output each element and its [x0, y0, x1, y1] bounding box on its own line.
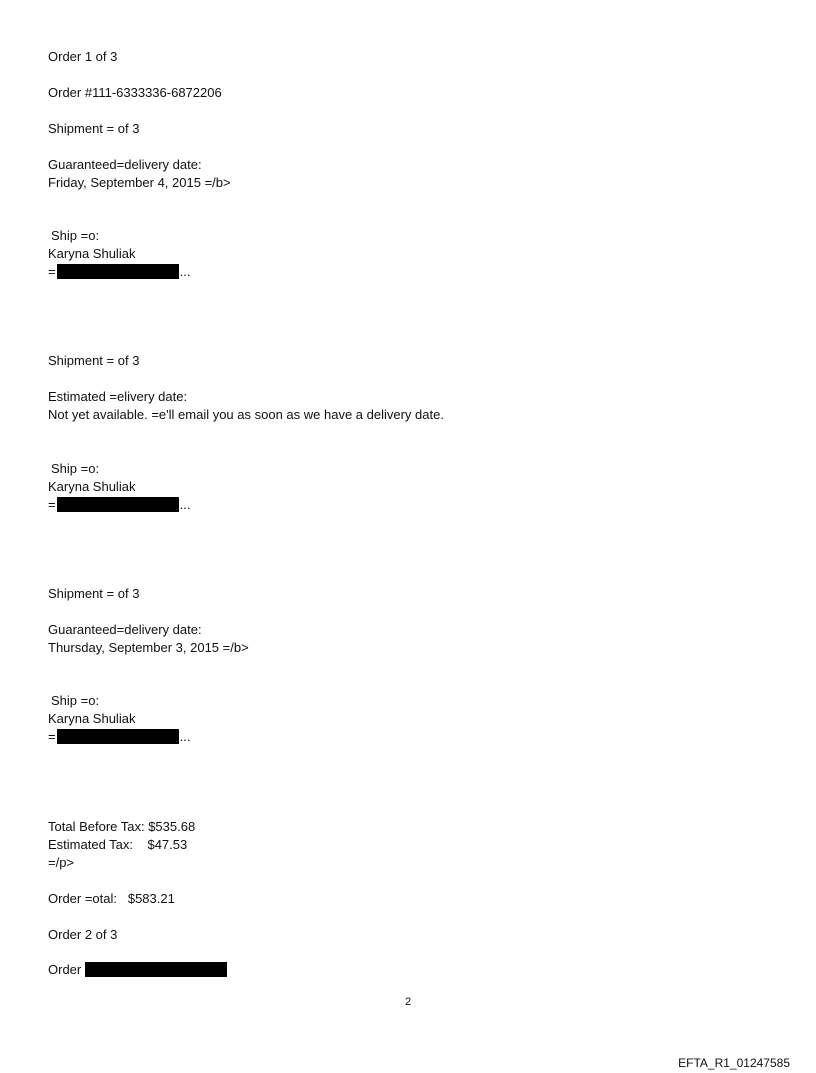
order-number [48, 961, 227, 979]
estimated-tax: Estimated Tax: $47.53 [48, 837, 188, 852]
redaction-bar [85, 962, 227, 977]
ship-address [48, 728, 190, 746]
bates-id: EFTA_R1_01247585 [678, 1056, 790, 1070]
ship-to-label: Ship =o: [51, 461, 100, 476]
redaction-bar [57, 729, 179, 744]
ship-address [48, 263, 190, 281]
redaction-bar [57, 264, 179, 279]
page-number: 2 [404, 996, 412, 1008]
total-before-tax: Total Before Tax: $535.68 [48, 819, 196, 834]
address-prefix: = [48, 729, 56, 744]
order-number-label: Order [48, 962, 82, 977]
address-suffix: ... [179, 729, 191, 744]
recipient-name: Karyna Shuliak [48, 479, 136, 494]
order-number: Order #111-6333336-6872206 [48, 85, 222, 100]
shipment-heading: Shipment = of 3 [48, 121, 140, 136]
recipient-name: Karyna Shuliak [48, 246, 136, 261]
delivery-date-label: Guaranteed=delivery date: [48, 622, 202, 637]
delivery-date-value: Not yet available. =e'll email you as soon as we have a delivery date. [48, 407, 444, 422]
shipment-heading: Shipment = of 3 [48, 586, 140, 601]
order-heading: Order 1 of 3 [48, 49, 118, 64]
order-total: Order =otal: $583.21 [48, 891, 175, 906]
ship-to-label: Ship =o: [51, 693, 100, 708]
delivery-date-value: Thursday, September 3, 2015 =/b> [48, 640, 249, 655]
delivery-date-value: Friday, September 4, 2015 =/b> [48, 175, 231, 190]
closing-tag-text: =/p> [48, 855, 75, 870]
delivery-date-label: Guaranteed=delivery date: [48, 157, 202, 172]
order-heading: Order 2 of 3 [48, 927, 118, 942]
ship-address [48, 496, 190, 514]
ship-to-label: Ship =o: [51, 228, 100, 243]
redaction-bar [57, 497, 179, 512]
address-suffix: ... [179, 497, 191, 512]
recipient-name: Karyna Shuliak [48, 711, 136, 726]
address-prefix: = [48, 497, 56, 512]
address-suffix: ... [179, 264, 191, 279]
shipment-heading: Shipment = of 3 [48, 353, 140, 368]
address-prefix: = [48, 264, 56, 279]
delivery-date-label: Estimated =elivery date: [48, 389, 188, 404]
